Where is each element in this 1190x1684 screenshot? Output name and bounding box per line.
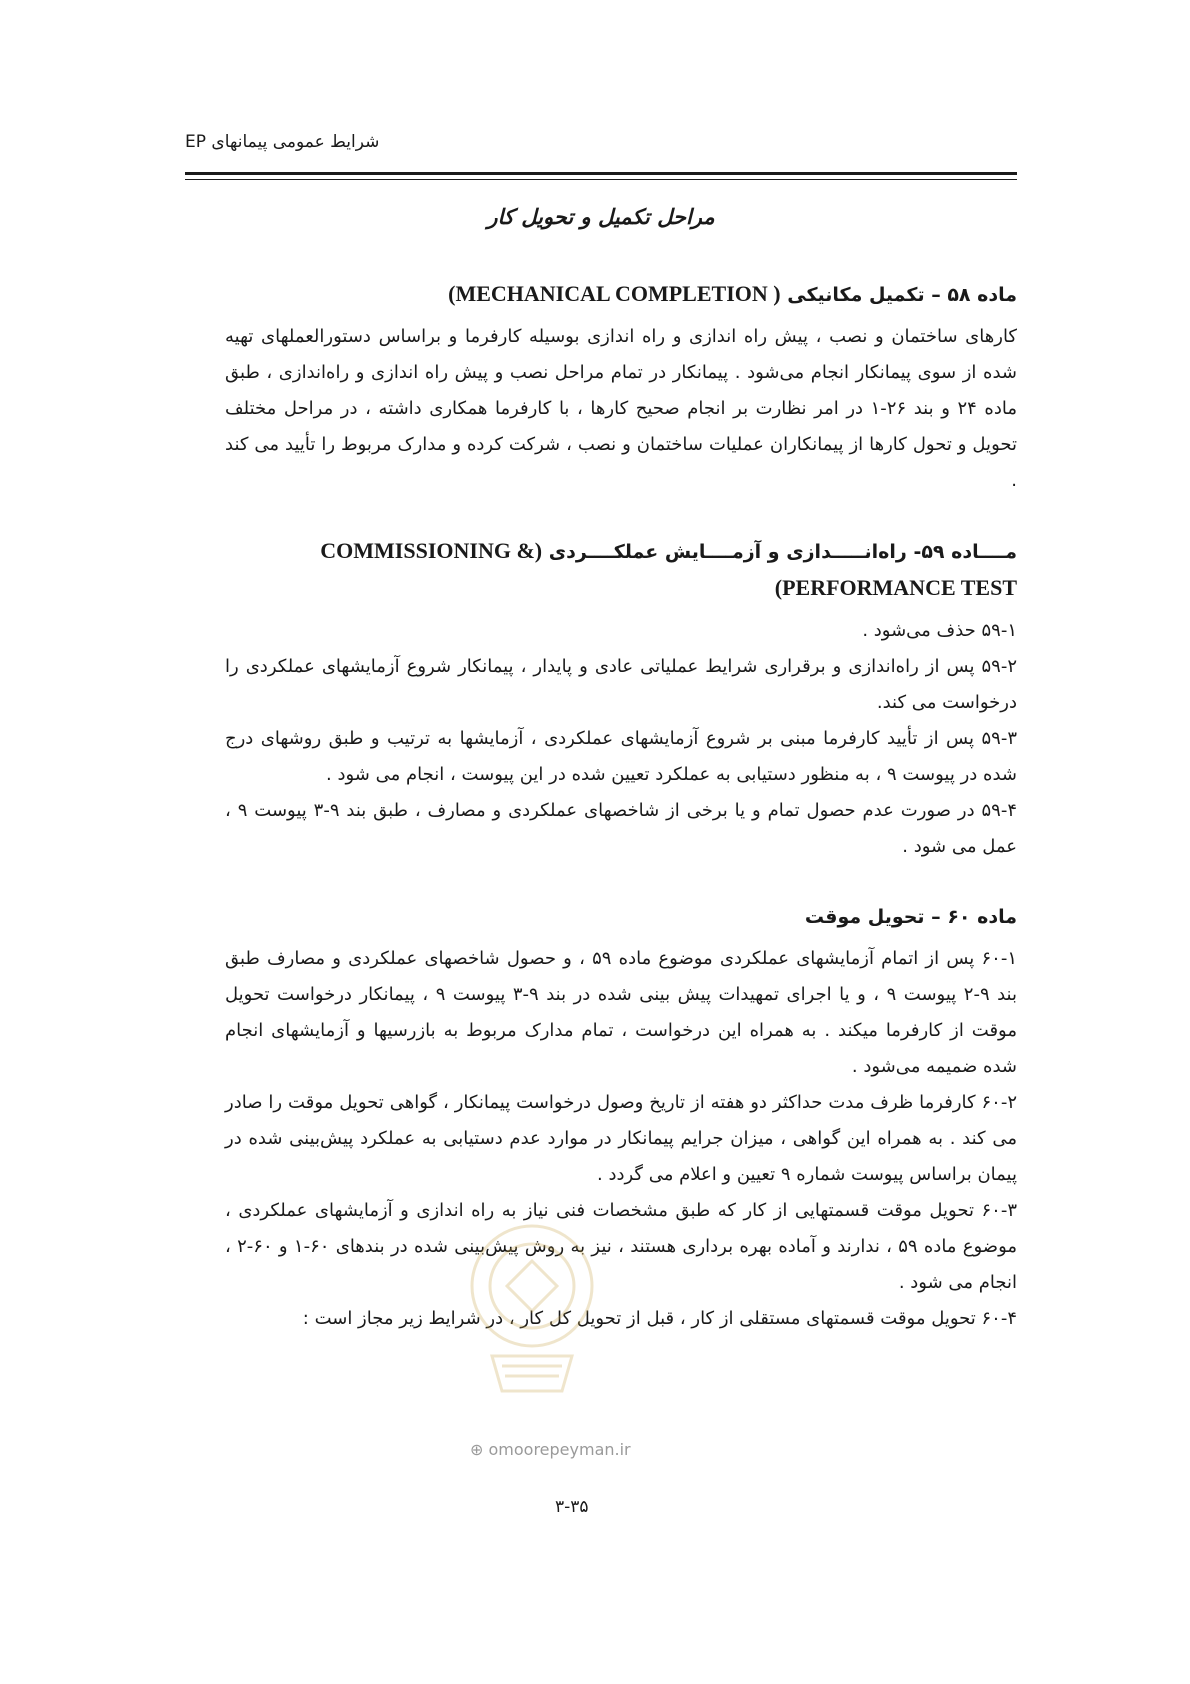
article-heading-fa: ماده ۵۸ – تکمیل مکانیکی (787, 284, 1017, 306)
watermark-seal-icon (457, 1206, 607, 1396)
list-item: ۶۰-۴ تحویل موقت قسمتهای مستقلی از کار ، قبل از تحویل کل کار ، در شرایط زیر مجاز است : (302, 1308, 1017, 1329)
list-item: ۶۰-۳ تحویل موقت قسمتهایی از کار که طبق مشخصات فنی نیاز به راه اندازی و آزمایشهای عملکردی ، موضوع ماده ۵۹ ، ندارند و آماده بهره برداری هستند ، نیز به روش پیش‌بینی شده در بندهای ۶۰-۱ و ۶۰-۲ ، انجام می شود . (225, 1200, 1018, 1293)
page-number: ۳-۳۵ (555, 1497, 589, 1517)
list-item: ۶۰-۲ کارفرما ظرف مدت حداکثر دو هفته از تاریخ وصول درخواست پیمانکار ، گواهی تحویل موقت را صادر می کند . به همراه این گواهی ، میزان جرایم پیمانکار در موارد عدم دستیابی به عملکرد پیش‌بینی شده در پیمان براساس پیوست شماره ۹ تعیین و اعلام می گردد . (225, 1092, 1017, 1185)
article-heading-fa: ماده ۶۰ – تحویل موقت (804, 906, 1017, 928)
article-heading-fa: مــــاده ۵۹- راه‌انـــــدازی و آزمــــایش عملکــــردی (548, 541, 1017, 563)
list-item: ۶۰-۱ پس از اتمام آزمایشهای عملکردی موضوع ماده ۵۹ ، و حصول شاخصهای عملکردی و مصارف طبق بند ۹-۲ پیوست ۹ ، و یا اجرای تمهیدات پیش بینی شده در بند ۹-۳ پیوست ۹ ، پیمانکار درخواست تحویل موقت از کارفرما میکند . به همراه این درخواست ، تمام مدارک مربوط به بازرسیها و آزمایشهای انجام شده ضمیمه می‌شود . (225, 948, 1017, 1077)
list-item: ۵۹-۱ حذف می‌شود . (862, 620, 1017, 641)
running-header: شرایط عمومی پیمانهای EP (185, 132, 380, 152)
article-paragraph: کارهای ساختمان و نصب ، پیش راه اندازی و راه اندازی بوسیله کارفرما و براساس دستورالعملهای تهیه شده از سوی پیمانکار انجام می‌شود . پیمانکار در تمام مراحل نصب و پیش راه اندازی و راه‌اندازی ، طبق ماده ۲۴ و بند ۲۶-۱ در امر نظارت بر انجام صحیح کارها ، با کارفرما همکاری داشته ، در مراحل مختلف تحویل و تحول کارها از پیمانکاران عملیات ساختمان و نصب ، شرکت کرده و مدارک مربوط را تأیید می کند . (225, 326, 1018, 491)
watermark-url (470, 1440, 631, 1459)
header-rule-thin (185, 179, 1017, 180)
article-59 (185, 533, 1017, 865)
article-58 (185, 276, 1017, 499)
watermark-logo-icon: ⊕ (470, 1440, 484, 1459)
watermark-url-text: omoorepeyman.ir (488, 1440, 631, 1459)
article-heading (185, 899, 1017, 935)
list-item: ۵۹-۲ پس از راه‌اندازی و برقراری شرایط عملیاتی عادی و پایدار ، پیمانکار شروع آزمایشهای عملکردی را درخواست می کند. (225, 656, 1017, 713)
header-rule-thick (185, 172, 1017, 175)
page-title: مراحل تکمیل و تحویل کار (487, 205, 715, 229)
list-item: ۵۹-۴ در صورت عدم حصول تمام و یا برخی از شاخصهای عملکردی و مصارف ، طبق بند ۹-۳ پیوست ۹ ، عمل می شود . (225, 800, 1017, 857)
article-heading (185, 276, 1017, 313)
article-heading-en: (COMMISSIONING & PERFORMANCE TEST) (320, 538, 1017, 600)
article-heading (185, 533, 1017, 607)
list-item: ۵۹-۳ پس از تأیید کارفرما مبنی بر شروع آزمایشهای عملکردی ، آزمایشها به ترتیب و طبق روشهای درج شده در پیوست ۹ ، به منظور دستیابی به عملکرد تعیین شده در این پیوست ، انجام می شود . (225, 728, 1017, 785)
article-heading-en: ( MECHANICAL COMPLETION) (448, 281, 781, 306)
